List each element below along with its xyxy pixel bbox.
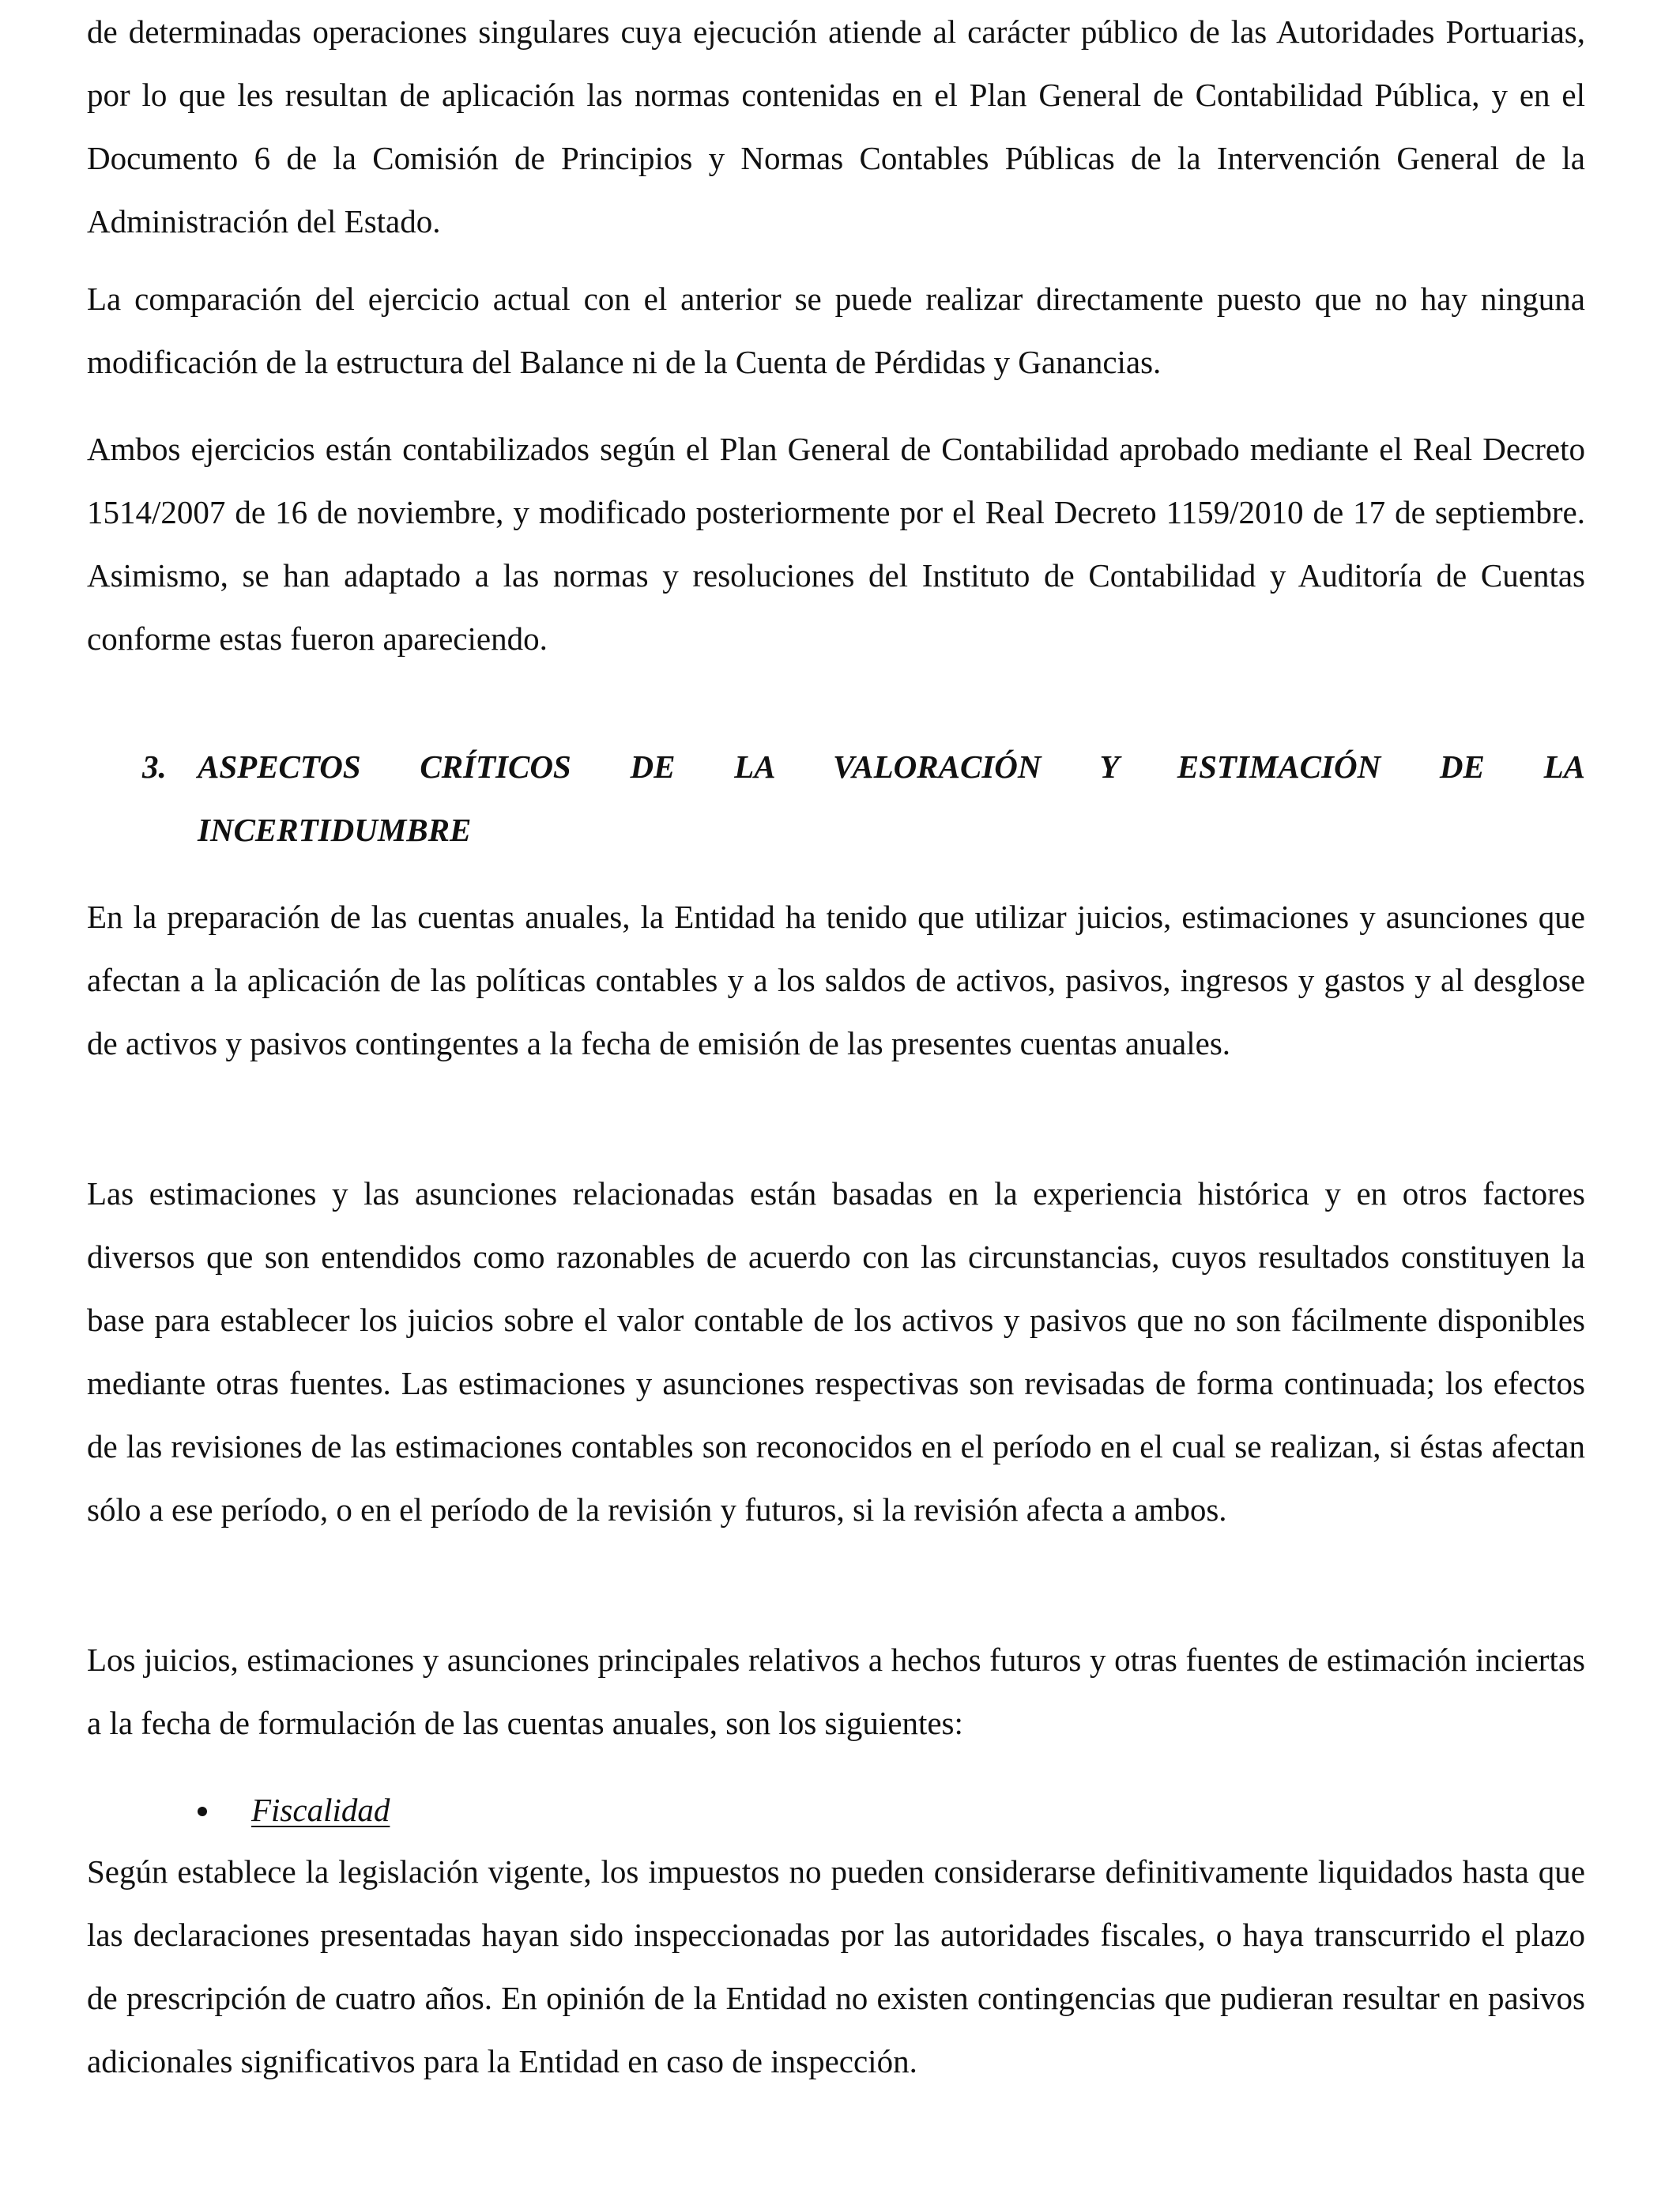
section-title-line1: ASPECTOS CRÍTICOS DE LA VALORACIÓN Y ESTIMACIÓN DE LA — [198, 748, 1585, 785]
paragraph-fiscalidad: Según establece la legislación vigente, los impuestos no pueden considerarse definitivamente liquidados hasta que las declaraciones presentadas hayan sido inspeccionadas por las autoridades fiscales, o haya transcurrido el plazo de prescripción de cuatro años. En opinión de la Entidad no existen contingencias que pudieran resultar en pasivos adicionales significativos para la Entidad en caso de inspección. — [87, 1853, 1585, 2079]
paragraph-plan-general-contabilidad: Ambos ejercicios están contabilizados según el Plan General de Contabilidad aprobado mediante el Real Decreto 1514/2007 de 16 de noviembre, y modificado posteriormente por el Real Decreto 1159/2010 de 17 de septiembre. Asimismo, se han adaptado a las normas y resoluciones del Instituto de Contabilidad y Auditoría de Cuentas conforme estas fueron apareciendo. — [87, 431, 1585, 657]
document-page — [87, 0, 1585, 2194]
section-title-line2: INCERTIDUMBRE — [198, 812, 472, 848]
paragraph-preparacion-cuentas: En la preparación de las cuentas anuales, la Entidad ha tenido que utilizar juicios, estimaciones y asunciones que afectan a la aplicación de las políticas contables y a los saldos de activos, pasivos, ingresos y gastos y al desglose de activos y pasivos contingentes a la fecha de emisión de las presentes cuentas anuales. — [87, 899, 1585, 1061]
bullet-label: Fiscalidad — [251, 1792, 390, 1828]
paragraph-juicios-principales: Los juicios, estimaciones y asunciones principales relativos a hechos futuros y otras fuentes de estimación inciertas a la fecha de formulación de las cuentas anuales, son los siguientes: — [87, 1642, 1585, 1741]
section-heading — [142, 735, 1585, 861]
bullet-dot-icon — [198, 1807, 207, 1816]
paragraph-plan-contabilidad-publica: de determinadas operaciones singulares cuya ejecución atiende al carácter público de las Autoridades Portuarias, por lo que les resultan de aplicación las normas contenidas en el Plan General de Contabilidad Pública, y en el Documento 6 de la Comisión de Principios y Normas Contables Públicas de la Intervención General de la Administración del Estado. — [87, 13, 1585, 239]
paragraph-estimaciones-asunciones: Las estimaciones y las asunciones relacionadas están basadas en la experiencia histórica y en otros factores diversos que son entendidos como razonables de acuerdo con las circunstancias, cuyos resultados constituyen la base para establecer los juicios sobre el valor contable de los activos y pasivos que no son fácilmente disponibles mediante otras fuentes. Las estimaciones y asunciones respectivas son revisadas de forma continuada; los efectos de las revisiones de las estimaciones contables son reconocidos en el período en el cual se realizan, si éstas afectan sólo a ese período, o en el período de la revisión y futuros, si la revisión afecta a ambos. — [87, 1175, 1585, 1528]
section-title — [198, 735, 1585, 861]
bullet-item-fiscalidad — [198, 1778, 390, 1842]
section-number: 3. — [142, 748, 167, 785]
paragraph-comparacion-ejercicio: La comparación del ejercicio actual con el anterior se puede realizar directamente puesto que no hay ninguna modificación de la estructura del Balance ni de la Cuenta de Pérdidas y Ganancias. — [87, 281, 1585, 380]
